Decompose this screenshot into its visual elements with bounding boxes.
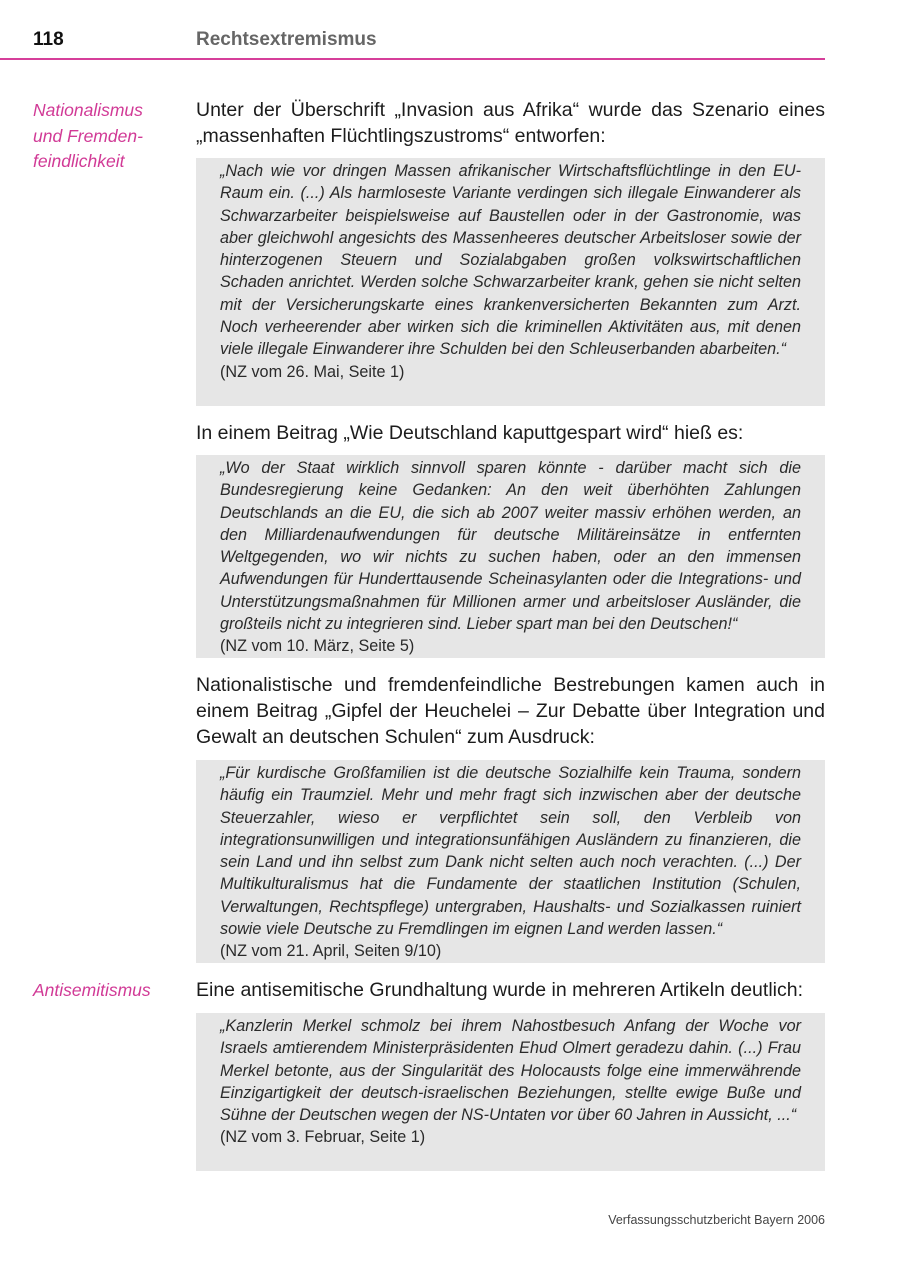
quote-block xyxy=(196,455,825,658)
margin-note-line: feindlichkeit xyxy=(33,151,125,171)
intro-paragraph: Eine antisemitische Grundhaltung wurde in mehreren Artikeln deutlich: xyxy=(196,979,803,1001)
chapter-title: Rechtsextremismus xyxy=(196,29,377,50)
page-number: 118 xyxy=(33,29,64,50)
quote-text: „Für kurdische Großfamilien ist die deutsche Sozialhilfe kein Trauma, sondern häufig ein Traumziel. Mehr und mehr fragt sich inzwischen aber der deutsche Steuerzahler, wieso er verpflichtet sein soll, den Verbleib von integrationsunwilligen und integrationsunfähigen Ausländern zu finanzieren, die sein Land und ihn selbst zum Dank nicht selten auch noch verachten. (...) Der Multikulturalismus hat die Fundamente der staatlichen Institution (Schulen, Verwaltungen, Rechtspflege) untergraben, Haushalts- und Sozialkassen ruiniert sowie viele Deutsche zu Fremdlingen im eignen Land werden lassen.“ xyxy=(220,764,801,939)
quote-text: „Wo der Staat wirklich sinnvoll sparen könnte - darüber macht sich die Bundesregierung keine Gedanken: An den weit überhöhten Zahlungen Deutschlands an die EU, die sich ab 2007 weiter massiv erhöhen werden, an den Milliardenaufwendungen für deutsche Militäreinsätze in entfernten Weltgegenden, wo wir nichts zu suchen haben, oder an den immensen Aufwendungen für Hunderttausende Scheinasylanten oder die Integrations- und Unterstützungsmaßnahmen für Millionen armer und arbeitsloser Ausländer, die großteils nicht zu integrieren sind. Lieber spart man bei den Deutschen!“ xyxy=(220,459,801,634)
intro-paragraph: Nationalistische und fremdenfeindliche Bestrebungen kamen auch in einem Beitrag „Gipfel der Heuchelei – Zur Debatte über Integration und Gewalt an deutschen Schulen“ zum Ausdruck: xyxy=(196,674,825,748)
quote-text: „Kanzlerin Merkel schmolz bei ihrem Nahostbesuch Anfang der Woche vor Israels amtierendem Ministerpräsidenten Ehud Olmert geradezu dahin. (...) Frau Merkel betonte, aus der Singularität des Holocausts folge eine immerwährende Einzigartigkeit der deutsch-israelischen Beziehungen, stellte ewige Buße und Sühne der Deutschen wegen der NS-Untaten vor über 60 Jahren in Aussicht, ...“ xyxy=(220,1017,801,1125)
page-header xyxy=(0,28,825,60)
intro-paragraph: Unter der Überschrift „Invasion aus Afrika“ wurde das Szenario eines „massenhaften Flüchtlingszustroms“ entworfen: xyxy=(196,99,825,147)
quote-source: (NZ vom 3. Februar, Seite 1) xyxy=(220,1128,426,1147)
quote-block xyxy=(196,1013,825,1171)
margin-note-nationalismus xyxy=(33,98,183,175)
quote-block xyxy=(196,158,825,406)
quote-source: (NZ vom 21. April, Seiten 9/10) xyxy=(220,942,442,961)
quote-block xyxy=(196,760,825,963)
quote-source: (NZ vom 10. März, Seite 5) xyxy=(220,637,415,656)
intro-paragraph: In einem Beitrag „Wie Deutschland kaputtgespart wird“ hieß es: xyxy=(196,422,744,444)
margin-note-antisemitismus: Antisemitismus xyxy=(33,980,151,1000)
quote-source: (NZ vom 26. Mai, Seite 1) xyxy=(220,362,405,381)
page-footer: Verfassungsschutzbericht Bayern 2006 xyxy=(608,1213,825,1227)
quote-text: „Nach wie vor dringen Massen afrikanischer Wirtschaftsflüchtlinge in den EU-Raum ein. (...) Als harmloseste Variante verdingen sich illegale Einwanderer als Schwarzarbeiter beispielsweise auf Baustellen oder in der Gastronomie, was aber gleichwohl angesichts des Massenheeres deutscher Arbeitsloser sowie der hinterzogenen Steuern und Sozialabgaben großen volkswirtschaftlichen Schaden anrichtet. Werden solche Schwarzarbeiter krank, gehen sie nicht selten mit der Versicherungskarte eines krankenversicherten Bekannten zum Arzt. Noch verheerender aber wirken sich die kriminellen Aktivitäten aus, mit denen viele illegale Einwanderer ihre Schulden bei den Schleuserbanden abarbeiten.“ xyxy=(220,162,801,359)
margin-note-line: Nationalismus xyxy=(33,100,143,120)
margin-note-line: und Fremden- xyxy=(33,125,143,146)
